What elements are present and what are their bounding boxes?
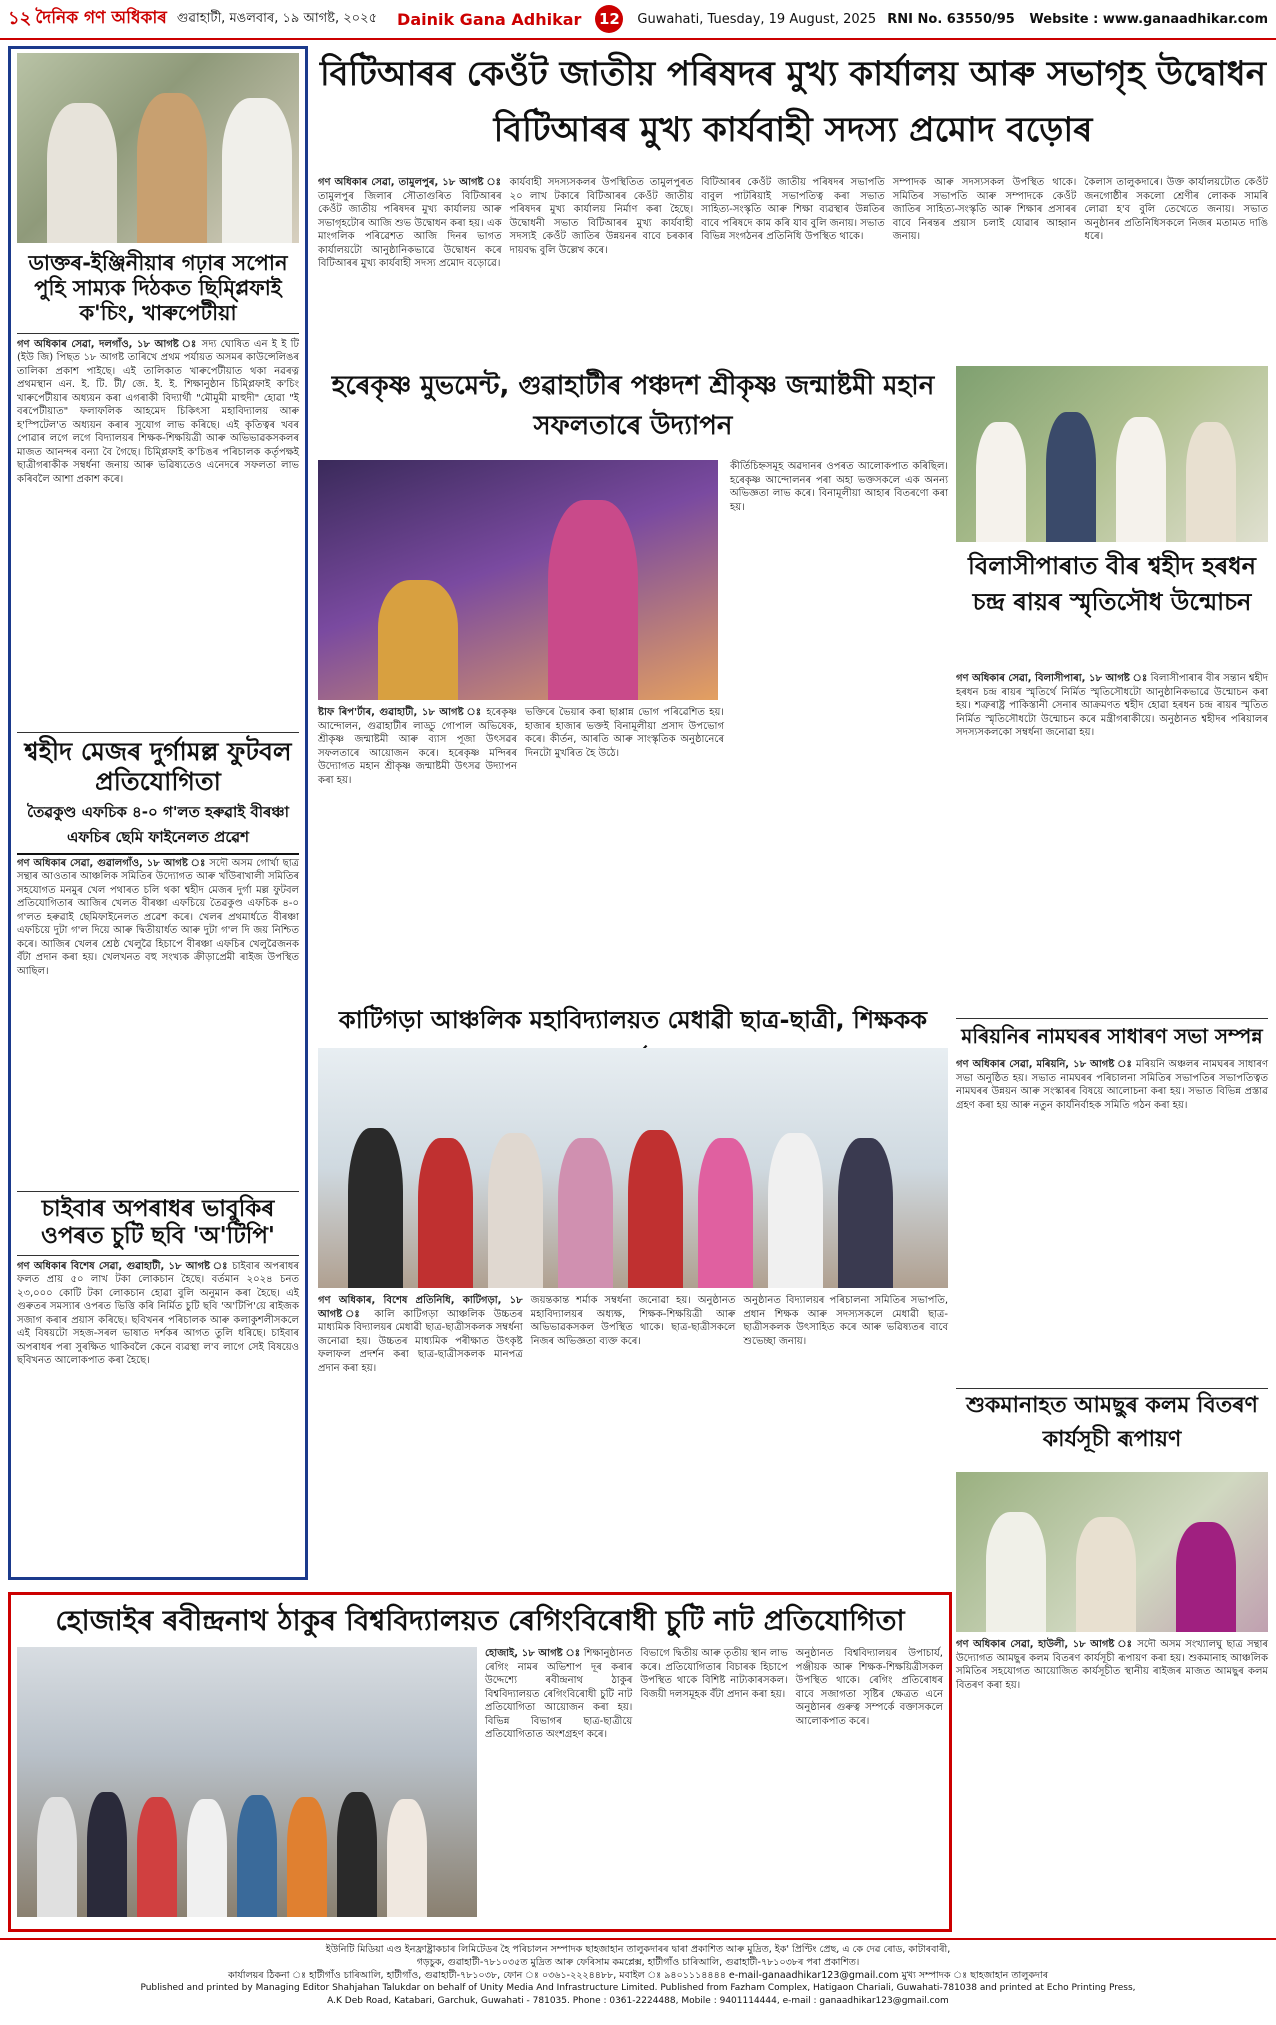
- story-btr-col1: তামুলপুৰ জিলাৰ সৌতাগুৰিত বিটিআৰৰ কেওঁট জাতীয় পৰিষদৰ মুখ্য কাৰ্যালয় আৰু সভাগৃহটোৰ আজি শুভ উদ্বোধন কৰা হয়। এক মাংগলিক পৰিৱেশত আজি দিনৰ ভাগত কাৰ্যালয়টো আনুষ্ঠানিকভাৱে উদ্বোধন কৰে বিটিআৰৰ মুখ্য কাৰ্যবাহী সদস্য প্ৰমোদ বড়োৱে।: [318, 190, 502, 269]
- photo-students-felicitation: [318, 1048, 948, 1288]
- story-btr: [318, 176, 1268, 362]
- imprint-line-4: Published and printed by Managing Editor Shahjahan Talukdar on behalf of Unity Media And Infrastructure Limited. Published from Fazham Complex, Hatigaon Chariali, Guwahati-781038 and printed at Echo Printing Press,: [140, 1983, 1136, 1994]
- story-katigora-dateline: গণ অধিকাৰ, বিশেষ প্ৰতিনিধি, কাটিগড়া, ১৮ আগষ্ট ঃ: [318, 1295, 523, 1320]
- left-column: [8, 46, 308, 1580]
- story-football-dateline: গণ অধিকাৰ সেৱা, গুৱালগাঁও, ১৮ আগষ্ট ঃ: [17, 857, 206, 869]
- story-bilasipara-text: বিলাসীপাৰাৰ বীৰ সন্তান শ্বহীদ হৰধন চন্দ্ৰ ৰায়ৰ স্মৃতিৰ্থে নিৰ্মিত স্মৃতিসৌধটো আনুষ্ঠানিকভাৱে উন্মোচন কৰা হয়। শত্ৰুৰাষ্ট্ৰ পাকিস্তানী সেনাৰ আক্ৰমণত শ্বহীদ হোৱা হৰধন চন্দ্ৰ ৰায়ৰ স্মৃতিত নিৰ্মিত স্মৃতিসৌধটো উন্মোচন কৰে মন্ত্ৰীগৰাকীয়ে। অনুষ্ঠানত শ্বহীদৰ পৰিয়ালৰ সদস্যসকলকো সম্বৰ্ধনা জনোৱা হয়।: [956, 673, 1269, 738]
- story-mango-text: সদৌ অসম সংখ্যালঘু ছাত্ৰ সন্থাৰ উদ্যোগত আমছুৰ কলম বিতৰণ কাৰ্যসূচী ৰূপায়ণ কৰা হয়। শুকমানাহ আঞ্চলিক সমিতিৰ সহযোগত আয়োজিত কাৰ্যসূচীত স্থানীয় ৰাইজৰ মাজত আমছুৰ কলম বিতৰণ কৰা হয়।: [956, 1639, 1268, 1691]
- story-coaching-text: সদ্য ঘোষিত এন ই ই টি (ইউ জি) পিছত ১৮ আগষ্ট তাৰিখে প্ৰথম পৰ্যায়ত অসমৰ কাউন্সেলিঙৰ তালিকা প্ৰকাশ পাইছে। এই তালিকাত খাৰুপেটীয়াত থকা নৱৰত্ন প্ৰথমস্থান এন. ই. টি. টী/ জে. ই. ই. শিক্ষানুষ্ঠান চিম্প্লিফাই ক'চিং খাৰুপেটীয়াৰ অধ্যয়ন কৰা এগৰাকী বিদ্যাৰ্থী "মৌমুমী মাহুদী" হোৱা "ই বৰপেটীয়াত" ফলাফলিক আহমেদ চিকিৎসা মহাবিদ্যালয় আৰু হ'স্পিটেল'ত অধ্যয়ন কৰাৰ সুযোগ লাভ কৰিছে। এই কৃতিত্বৰ খবৰ পোৱাৰ লগে লগে বিদ্যালয়ৰ শিক্ষক-শিক্ষয়িত্ৰী আৰু অভিভাৱকসকলৰ মাজত আনন্দৰ বন্যা বৈ গৈছে। চিম্প্লিফাই ক'চিঙৰ পৰিচালক কৰ্তৃপক্ষই ছাত্ৰীগৰাকীক সম্বৰ্ধনা জনায় আৰু ভৱিষ্যতেও এনেদৰে সফলতা লাভ কৰিবলৈ আশা প্ৰকাশ কৰে।: [17, 338, 299, 485]
- story-iskcon-body: [318, 706, 724, 996]
- story-bilasipara-body: [956, 672, 1268, 1007]
- story-katigora-col2: জয়ন্তকান্ত শৰ্মাক সম্বৰ্ধনা জনোৱা হয়। অনুষ্ঠানত মহাবিদ্যালয়ৰ অধ্যক্ষ, শিক্ষক-শিক্ষয়িত্ৰী আৰু অভিভাৱকসকল উপস্থিত থাকে। ছাত্ৰ-ছাত্ৰীসকলে নিজৰ অভিজ্ঞতা ব্যক্ত কৰে।: [530, 1295, 736, 1347]
- story-iskcon-col2: ভক্তিৰে ভৈয়াৰ কৰা ছাপ্পান্ন ভোগ পৰিৱেশিত হয়। হাজাৰ হাজাৰ ভক্তই বিনামূলীয়া প্ৰসাদ উপভোগ কৰে। কীৰ্তন, আৰতি আৰু সাংস্কৃতিক অনুষ্ঠানেৰে দিনটো মুখৰিত হৈ উঠে।: [525, 707, 724, 759]
- imprint-line-3: কাৰ্যালয়ৰ ঠিকনা ঃ হাটীগাঁও চাৰিআলি, হাটীগাঁও, গুৱাহাটী-৭৮১০৩৮, ফোন ঃ ০৩৬১-২২২৪৪৮৮, মবাইল ঃ ৯৪০১১১৪৪৪৪ e-mail-ganaadhikar123@gmail.com মুখ্য সম্পাদক ঃ ছাহজাহান তালুকদাৰ: [227, 1969, 1049, 1981]
- newspaper-logo: দৈনিক গণ অধিকাৰ: [35, 8, 167, 28]
- story-btr-col2: কাৰ্যবাহী সদস্যসকলৰ উপস্থিতিত তামুলপুৰত ২০ লাখ টকাৰে বিটিআৰৰ কেওঁট জাতীয় পৰিষদৰ মুখ্য কাৰ্যালয় নিৰ্মাণ কৰা হৈছে। উদ্বোধনী সভাত বিটিআৰৰ মুখ্য কাৰ্যবাহী সদস্যই কেওঁট জাতিৰ উন্নয়নৰ বাবে চৰকাৰ দায়বদ্ধ বুলি উল্লেখ কৰে।: [509, 177, 694, 256]
- story-iskcon-headline: হৰেকৃষ্ণ মুভমেন্ট, গুৱাহাটীৰ পঞ্চদশ শ্ৰীকৃষ্ণ জন্মাষ্টমী মহান সফলতাৰে উদ্যাপন: [331, 371, 935, 441]
- story-iskcon-col3: কীৰ্তিচিহ্নসমূহ অৱদানৰ ওপৰত আলোকপাত কৰিছিল। হৰেকৃষ্ণ আন্দোলনৰ পৰা অহা ভক্তসকলে এক অনন্য অভিজ্ঞতা লাভ কৰে। বিনামূলীয়া আহাৰ বিতৰণো কৰা হয়।: [730, 461, 948, 513]
- story-mango-body: [956, 1638, 1268, 1932]
- story-iskcon-dateline: ষ্টাফ ৰিপ'ৰ্টাৰ, গুৱাহাটী, ১৮ আগষ্ট ঃ: [318, 707, 483, 718]
- story-btr-col3: বিটিআৰৰ কেওঁট জাতীয় পৰিষদৰ সভাপতি বাবুল পাটৰিয়াই সভাপতিত্ব কৰা সভাত সাহিত্য-সংস্কৃতি আৰু শিক্ষা ব্যৱস্থাৰ উন্নতিৰ বাবে পৰিষদে কাম কৰি যাব বুলি জনায়। সভাত বিভিন্ন সংগঠনৰ প্ৰতিনিধি উপস্থিত থাকে।: [701, 177, 885, 242]
- story-iskcon-col1: হৰেকৃষ্ণ আন্দোলন, গুৱাহাটীৰ লাড্ডু গোপাল অভিষেক, শ্ৰীকৃষ্ণ জন্মাষ্টমী আৰু ব্যাস পূজা উৎসৱৰ সফলতাৰে আয়োজন কৰে। হৰেকৃষ্ণ মন্দিৰৰ উদ্যোগত মহান শ্ৰীকৃষ্ণ জন্মাষ্টমী উৎসৱ উদ্যাপন কৰা হয়।: [318, 707, 517, 786]
- photo-ragging-drama: [17, 1647, 477, 1917]
- story-mango-dateline: গণ অধিকাৰ সেৱা, হাউলী, ১৮ আগষ্ট ঃ: [956, 1639, 1133, 1650]
- story-moriani-headline: মৰিয়নিৰ নামঘৰৰ সাধাৰণ সভা সম্পন্ন: [961, 1024, 1263, 1048]
- date-en: Guwahati, Tuesday, 19 August, 2025: [637, 11, 877, 27]
- story-hojai-box: [8, 1592, 952, 1932]
- story-katigora-headline: কাটিগড়া আঞ্চলিক মহাবিদ্যালয়ত মেধাৱী ছাত্ৰ-ছাত্ৰী, শিক্ষকক: [338, 1006, 928, 1034]
- rni-number: RNI No. 63550/95: [887, 11, 1015, 27]
- story-coaching-headline: ডাক্তৰ-ইঞ্জিনীয়াৰ গঢ়াৰ সপোন পুহি সাম্যক দিঠকত ছিম্প্লিফাই ক'চিং, খাৰুপেটীয়া: [28, 251, 288, 326]
- photo-memorial-inauguration: [956, 366, 1268, 542]
- story-iskcon-headline-block: [318, 366, 948, 452]
- imprint-line-5: A.K Deb Road, Katabari, Garchuk, Guwahati - 781035. Phone : 0361-2224488, Mobile : 9401114444, e-mail : ganaadhikar123@gmail.com: [327, 1995, 949, 2006]
- story-katigora-headline-block: [318, 1000, 948, 1044]
- story-katigora-col1: কালি কাটিগড়া আঞ্চলিক উচ্চতৰ মাধ্যমিক বিদ্যালয়ৰ মেধাৱী ছাত্ৰ-ছাত্ৰীসকলক সম্বৰ্ধনা জনোৱা হয়। উচ্চতৰ মাধ্যমিক পৰীক্ষাত উৎকৃষ্ট ফলাফল প্ৰদৰ্শন কৰা ছাত্ৰ-ছাত্ৰীসকলক মানপত্ৰ প্ৰদান কৰা হয়।: [318, 1308, 523, 1374]
- photo-felicitation: [17, 53, 299, 243]
- story-mango-headline: শুকমানাহত আমছুৰ কলম বিতৰণ কাৰ্যসূচী ৰূপায়ণ: [966, 1393, 1258, 1452]
- imprint-footer: [0, 1938, 1276, 2025]
- story-btr-col4: সম্পাদক আৰু সদস্যসকল উপস্থিত থাকে। সমিতিৰ সভাপতি আৰু সম্পাদকে কেওঁট জাতিৰ সাহিত্য-সংস্কৃতি আৰু শিক্ষাৰ প্ৰসাৰৰ বাবে নিৰন্তৰ প্ৰয়াস চলাই যোৱাৰ আহ্বান জনায়।: [892, 177, 1077, 242]
- story-btr-dateline: গণ অধিকাৰ সেৱা, তামুলপুৰ, ১৮ আগষ্ট ঃ: [318, 177, 502, 188]
- page-number-bn: ১২: [8, 7, 32, 29]
- photo-janmashtami: [318, 460, 718, 700]
- story-cyber-text: চাইবাৰ অপৰাধৰ ফলত প্ৰায় ৫০ লাখ টকা লোকচান হৈছে। বৰ্তমান ২০২৪ চনত ২৩,০০০ কোটি টকা লোকচান হোৱা বুলি অনুমান কৰা হৈছে। এই গুৰুতৰ সমস্যাৰ ওপৰত ভিত্তি কৰি নিৰ্মিত চুটি ছবি 'অ'টিপি'য়ে ৰাইজক সজাগ কৰাৰ প্ৰয়াস কৰিছে। ছবিখনৰ পৰিচালক আৰু কলাকুশলীসকলে এই বিষয়টো সহজ-সৰল ভাষাত দৰ্শকৰ আগত তুলি ধৰিছে। চাইবাৰ অপৰাধৰ পৰা সুৰক্ষিত থাকিবলৈ কেনে ব্যৱস্থা ল'ব লাগে সেই বিষয়েও ছবিখনত আলোকপাত কৰা হৈছে।: [17, 1260, 299, 1367]
- story-moriani-headline-block: [956, 1018, 1268, 1054]
- imprint-line-1: ইউনিটি মিডিয়া এণ্ড ইনফ্ৰাষ্ট্ৰাকচাৰ লিমিটেডৰ হৈ পৰিচালন সম্পাদক ছাহজাহান তালুকদাৰৰ দ্বাৰা প্ৰকাশিত আৰু মুদ্ৰিত, ইক' প্ৰিণ্টিং প্ৰেছ, এ কে দেৱ ৰোড, কাটাৰবাৰী,: [325, 1944, 951, 1955]
- story-bilasipara-headline-block: [956, 548, 1268, 668]
- story-football-body: [17, 857, 299, 1187]
- main-headline: বিটিআৰৰ কেওঁট জাতীয় পৰিষদৰ মুখ্য কাৰ্যালয় আৰু সভাগৃহ উদ্বোধন বিটিআৰৰ মুখ্য কাৰ্যবাহী সদস্য প্ৰমোদ বড়োৰ: [319, 54, 1267, 150]
- story-hojai-col1: শিক্ষানুষ্ঠানত ৰেগিং নামৰ অভিশাপ দূৰ কৰাৰ উদ্দেশ্যে ৰবীন্দ্ৰনাথ ঠাকুৰ বিশ্ববিদ্যালয়ত ৰেগিংবিৰোধী চুটি নাট প্ৰতিযোগিতা আয়োজন কৰা হয়। বিভিন্ন বিভাগৰ ছাত্ৰ-ছাত্ৰীয়ে প্ৰতিযোগিতাত অংশগ্ৰহণ কৰে।: [485, 1648, 633, 1740]
- page-number-badge: 12: [595, 5, 623, 33]
- story-cyber-body: [17, 1260, 299, 1560]
- story-bilasipara-dateline: গণ অধিকাৰ সেৱা, বিলাসীপাৰা, ১৮ আগষ্ট ঃ: [956, 673, 1148, 684]
- story-btr-col5: কৈলাস তালুকদাৰে। উক্ত কাৰ্যালয়টোত কেওঁট জনগোষ্ঠীৰ সকলো শ্ৰেণীৰ লোকক সামৰি লোৱা হ'ব বুলি তেখেতে জনায়। সভাত অনুষ্ঠানৰ প্ৰতিনিধিসকলে নিজৰ মতামত দাঙি ধৰে।: [1084, 177, 1268, 242]
- story-hojai-col2: বিভাগে দ্বিতীয় আৰু তৃতীয় স্থান লাভ কৰে। প্ৰতিযোগিতাৰ বিচাৰক হিচাপে উপস্থিত থাকে বিশিষ্ট নাট্যকাৰসকল। বিজয়ী দলসমূহক বঁটা প্ৰদান কৰা হয়।: [640, 1648, 788, 1700]
- story-football-headline: শ্বহীদ মেজৰ দুৰ্গামল্ল ফুটবল প্ৰতিযোগিতা: [24, 736, 292, 796]
- story-coaching-body: [17, 338, 299, 728]
- story-mango-headline-block: [956, 1388, 1268, 1468]
- imprint-line-2: গড়চুক, গুৱাহাটী-৭৮১০৩৫ত মুদ্ৰিত আৰু ফেৰিসাম কমপ্লেক্স, হাটীগাঁও চাৰিআলি, গুৱাহাটী-৭৮১০৩৮ৰ পৰা প্ৰকাশিত।: [416, 1956, 860, 1968]
- story-moriani-text: মৰিয়নি অঞ্চলৰ নামঘৰৰ সাধাৰণ সভা অনুষ্ঠিত হয়। সভাত নামঘৰৰ পৰিচালনা সমিতিৰ সভাপতিৰ সভাপতিত্বত নামঘৰৰ উন্নয়ন আৰু সংস্কাৰৰ বিষয়ে আলোচনা কৰা হয়। সভাত বিভিন্ন প্ৰস্তাৱ গ্ৰহণ কৰা হয় আৰু নতুন কাৰ্যনিৰ্বাহক সমিতি গঠন কৰা হয়।: [956, 1059, 1268, 1111]
- story-katigora-col3: অনুষ্ঠানত বিদ্যালয়ৰ পৰিচালনা সমিতিৰ সভাপতি, প্ৰধান শিক্ষক আৰু সদস্যসকলে মেধাৱী ছাত্ৰ-ছাত্ৰীসকলক উৎসাহিত কৰে আৰু ভৱিষ্যতৰ বাবে শুভেচ্ছা জনায়।: [743, 1295, 949, 1347]
- website-link[interactable]: Website : www.ganaadhikar.com: [1029, 11, 1268, 27]
- story-cyber-headline: চাইবাৰ অপৰাধৰ ভাবুকিৰ ওপৰত চুটি ছবি 'অ'টিপি': [41, 1195, 275, 1250]
- story-hojai-col3: অনুষ্ঠানত বিশ্ববিদ্যালয়ৰ উপাচাৰ্য, পঞ্জীয়ক আৰু শিক্ষক-শিক্ষয়িত্ৰীসকল উপস্থিত থাকে। ৰেগিং প্ৰতিৰোধৰ বাবে সজাগতা সৃষ্টিৰ ক্ষেত্ৰত এনে অনুষ্ঠানৰ গুৰুত্ব সম্পৰ্কে বক্তাসকলে আলোকপাত কৰে।: [795, 1648, 943, 1727]
- photo-sapling-distribution: [956, 1472, 1268, 1632]
- story-football-text: সদৌ অসম গোৰ্খা ছাত্ৰ সন্থাৰ আওতাৰ আঞ্চলিক সমিতিৰ উদ্যোগত আৰু খাঁউৰাখালী সমিতিৰ সহযোগত মনমুৰ খেল পথাৰত চলি থকা শ্বহীদ মেজৰ দুৰ্গা মল্ল ফুটবল প্ৰতিযোগিতাৰ আজিৰ খেলত বীৰঞ্চা এফচিয়ে তৈৱকুণ্ড এফচিক ৪-০ গ'লত হৰুৱাই ছেমিফাইনেলত প্ৰৱেশ কৰে। খেলৰ প্ৰথমাৰ্ধতে বীৰঞ্চা এফচিয়ে দুটা গ'ল দিয়ে আৰু দ্বিতীয়াৰ্ধত আৰু দুটা গ'ল দি জয় নিশ্চিত কৰে। আজিৰ খেলৰ শ্ৰেষ্ঠ খেলুৱৈ হিচাপে বীৰঞ্চা এফচিৰ খেলুৱৈজনক বঁটা প্ৰদান কৰা হয়। খেলখনত বহু সংখ্যক ক্ৰীড়াপ্ৰেমী ৰাইজ উপস্থিত আছিল।: [17, 857, 299, 977]
- story-katigora-body: [318, 1294, 948, 1584]
- story-hojai-headline: হোজাইৰ ৰবীন্দ্ৰনাথ ঠাকুৰ বিশ্ববিদ্যালয়ত ৰেগিংবিৰোধী চুটি নাট প্ৰতিযোগিতা: [55, 1604, 905, 1637]
- story-bilasipara-headline: বিলাসীপাৰাত বীৰ শ্বহীদ হৰধন চন্দ্ৰ ৰায়ৰ স্মৃতিসৌধ উন্মোচন: [967, 552, 1256, 616]
- newspaper-title-en: Dainik Gana Adhikar: [397, 9, 582, 29]
- story-moriani-body: [956, 1058, 1268, 1384]
- story-cyber-dateline: গণ অধিকাৰ বিশেষ সেৱা, গুৱাহাটী, ১৮ আগষ্ট ঃ: [17, 1260, 229, 1272]
- story-coaching-dateline: গণ অধিকাৰ সেৱা, দলগাঁও, ১৮ আগষ্ট ঃ: [17, 338, 198, 350]
- story-football-subhead: তৈৱকুণ্ড এফচিক ৪-০ গ'লত হৰুৱাই বীৰঞ্চা এফচিৰ ছেমি ফাইনেলত প্ৰৱেশ: [17, 801, 299, 855]
- masthead: [0, 0, 1276, 40]
- story-hojai-dateline: হোজাই, ১৮ আগষ্ট ঃ: [485, 1648, 581, 1659]
- date-bn: গুৱাহাটী, মঙলবাৰ, ১৯ আগষ্ট, ২০২৫: [176, 10, 378, 26]
- story-moriani-dateline: গণ অধিকাৰ সেৱা, মৰিয়নি, ১৮ আগষ্ট ঃ: [956, 1059, 1133, 1070]
